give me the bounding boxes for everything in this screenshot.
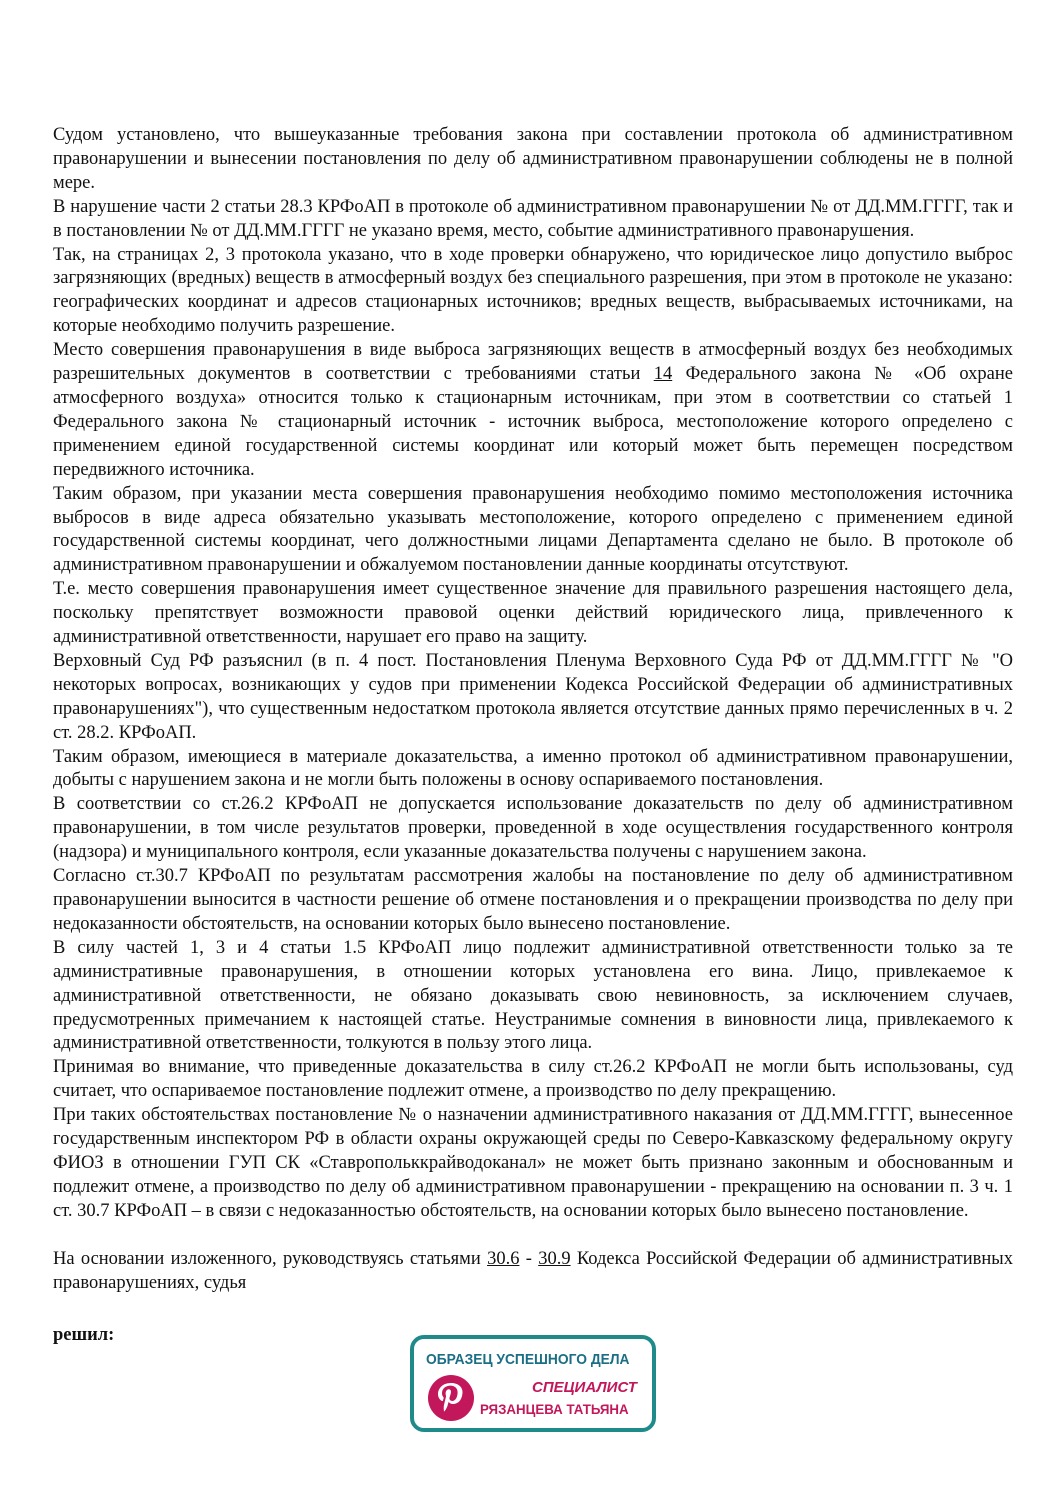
stamp-specialist: СПЕЦИАЛИСТ — [532, 1379, 637, 1396]
paragraph-protocol-pages: Так, на страницах 2, 3 протокола указано, что в ходе проверки обнаружено, что юридическое лицо допустило выброс загрязняющих (вредных) веществ в атмосферный воздух без специального разрешения, при этом в протоколе не указано: географических координат и адресов стационарных источников; вредных веществ, выбрасываемых источниками, на которые необходимо получить разрешение. — [53, 244, 1013, 337]
spacer — [53, 1224, 1013, 1248]
paragraph-court-finding: Судом установлено, что вышеуказанные требования закона при составлении протокола об административном правонарушении и вынесении постановления по делу об административном правонарушении соблюдены не в полной мере. — [53, 125, 1013, 193]
stamp-name: РЯЗАНЦЕВА ТАТЬЯНА — [480, 1401, 629, 1417]
article-30-6-link[interactable]: 30.6 — [487, 1248, 520, 1269]
paragraph-supreme-court: Верховный Суд РФ разъяснил (в п. 4 пост. Постановления Пленума Верховного Суда РФ от ДД.ММ.ГГГГ № "О некоторых вопросах, возникающих у судов при применении Кодекса Российской Федерации об административных правонарушениях"), что существенным недостатком протокола является отсутствие данных прямо перечисленных в ч. 2 ст. 28.2. КРФоАП. — [53, 650, 1013, 743]
document-body — [53, 124, 1013, 1347]
paragraph-significance: Т.е. место совершения правонарушения имеет существенное значение для правильного разрешения настоящего дела, поскольку препятствует возможности правовой оценки действий юридического лица, привлеченного к административной ответственности, нарушает его право на защиту. — [53, 579, 1013, 648]
pinterest-icon — [426, 1373, 476, 1423]
sample-stamp — [410, 1335, 656, 1432]
grounds-text-a: На основании изложенного, руководствуясь статьями — [53, 1248, 488, 1269]
paragraph-place-text-b: Федерального закона № «Об охране атмосферного воздуха» относится только к стационарным источникам, при этом в соответствии со статьей 1 Федерального закона № стационарный источник - источник выброса, местоположение которого определено с применением единой государственной системы координат или который может быть перемещен посредством передвижного источника. — [53, 364, 1013, 480]
paragraph-coordinates: Таким образом, при указании места совершения правонарушения необходимо помимо местоположения источника выбросов в виде адреса обязательно указывать местоположение, которого определено с применением единой государственной системы координат, чего должностными лицами Департамента сделано не было. В протоколе об административном правонарушении и обжалуемом постановлении данные координаты отсутствуют. — [53, 483, 1013, 576]
paragraph-conclusion: Принимая во внимание, что приведенные доказательства в силу ст.26.2 КРФоАП не могли быть использованы, суд считает, что оспариваемое постановление подлежит отмене, а производство по делу прекращению. — [53, 1057, 1013, 1102]
paragraph-circumstances: При таких обстоятельствах постановление № о назначении административного наказания от ДД.ММ.ГГГГ, вынесенное государственным инспектором РФ в области охраны окружающей среды по Северо-Кавказскому федеральному округу ФИОЗ в отношении ГУП СК «Ставропольккрайводоканал» не может быть признано законным и обоснованным и подлежит отмене, а производство по делу об административном правонарушении - прекращению на основании п. 3 ч. 1 ст. 30.7 КРФоАП – в связи с недоказанностью обстоятельств, на основании которых было вынесено постановление. — [53, 1105, 1013, 1221]
paragraph-grounds — [53, 1248, 1013, 1296]
paragraph-article-1-5: В силу частей 1, 3 и 4 статьи 1.5 КРФоАП лицо подлежит административной ответственности только за те административные правонарушения, в отношении которых установлена его вина. Лицо, привлекаемое к административной ответственности, не обязано доказывать свою невиновность, за исключением случаев, предусмотренных примечанием к настоящей статье. Неустранимые сомнения в виновности лица, привлекаемого к административной ответственности, толкуются в пользу этого лица. — [53, 937, 1013, 1054]
grounds-text-b: Кодекса Российской Федерации об административных правонарушениях, судья — [53, 1248, 1013, 1293]
paragraph-evidence: Таким образом, имеющиеся в материале доказательства, а именно протокол об административном правонарушении, добыты с нарушением закона и не могли быть положены в основу оспариваемого постановления. — [53, 746, 1013, 791]
grounds-dash: - — [519, 1248, 539, 1269]
paragraph-violation: В нарушение части 2 статьи 28.3 КРФоАП в протоколе об административном правонарушении № от ДД.ММ.ГГГГ, так и в постановлении № от ДД.ММ.ГГГГ не указано время, место, событие административного правонарушения. — [53, 196, 1013, 241]
paragraph-article-30-7: Согласно ст.30.7 КРФоАП по результатам рассмотрения жалобы на постановление по делу об административном правонарушении выносится в частности решение об отмене постановления и о прекращении производства по делу при недоказанности обстоятельств, на основании которых было вынесено постановление. — [53, 866, 1013, 934]
article-30-9-link[interactable]: 30.9 — [538, 1248, 571, 1269]
verdict-heading: решил: — [53, 1324, 115, 1345]
paragraph-article-26-2: В соответствии со ст.26.2 КРФоАП не допускается использование доказательств по делу об административном правонарушении, в том числе результатов проверки, проведенной в ходе осуществления государственного контроля (надзора) и муниципального контроля, если указанные доказательства получены с нарушением закона. — [53, 794, 1013, 863]
paragraph-place — [53, 339, 1013, 482]
spacer — [53, 1296, 1013, 1324]
paragraph-place-text-a: Место совершения правонарушения в виде выброса загрязняющих веществ в атмосферный воздух без необходимых разрешительных документов в соответствии с требованиями статьи — [53, 340, 1013, 385]
article-14-link[interactable]: 14 — [653, 364, 673, 385]
stamp-title: ОБРАЗЕЦ УСПЕШНОГО ДЕЛА — [426, 1351, 630, 1368]
